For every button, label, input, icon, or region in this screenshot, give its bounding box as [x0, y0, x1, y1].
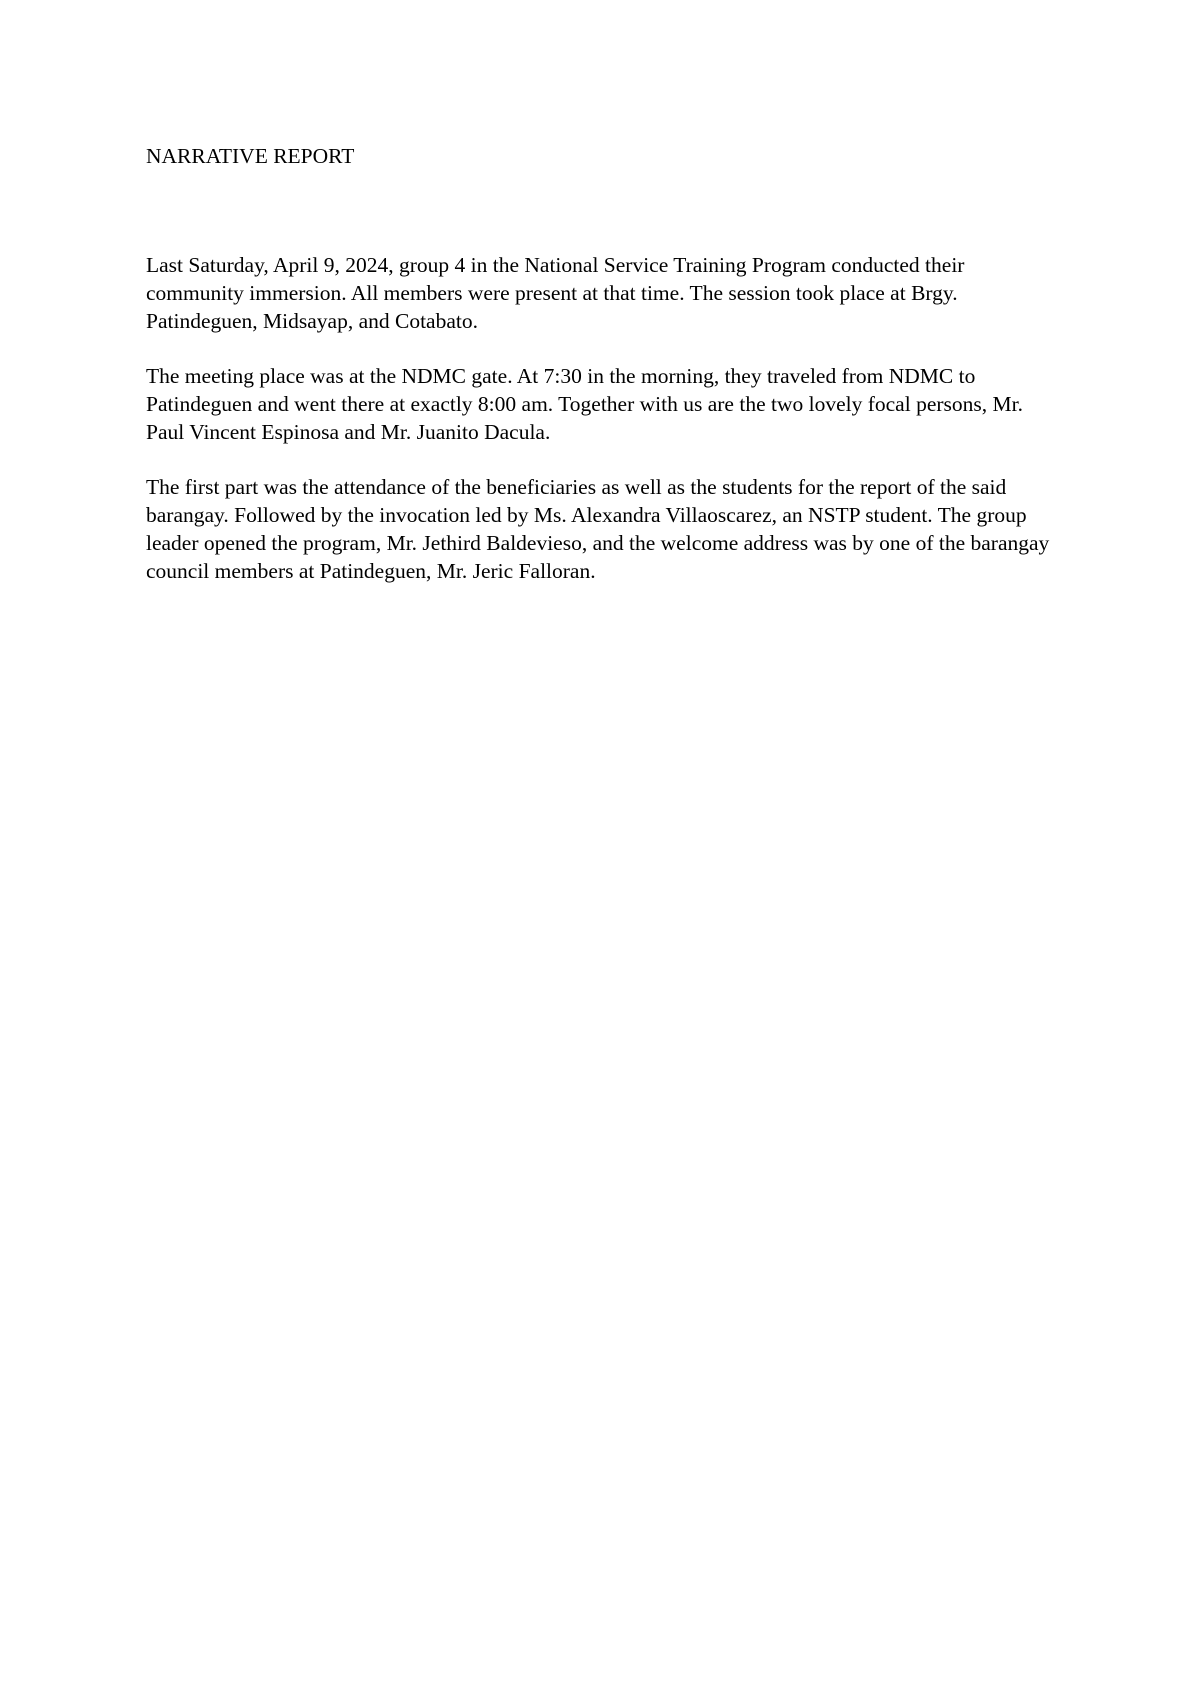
document-content [146, 142, 1066, 612]
paragraph-3: The first part was the attendance of the beneficiaries as well as the students for the report of the said barangay. Followed by the invocation led by Ms. Alexandra Villaoscarez, an NSTP student. The group leader opened the program, Mr. Jethird Baldevieso, and the welcome address was by one of the barangay council members at Patindeguen, Mr. Jeric Falloran. [146, 475, 1050, 583]
document-body [146, 251, 1066, 585]
paragraph-1: Last Saturday, April 9, 2024, group 4 in the National Service Training Program conducted their community immersion. All members were present at that time. The session took place at Brgy. Patindeguen, Midsayap, and Cotabato. [146, 253, 965, 333]
document-title: NARRATIVE REPORT [146, 144, 355, 168]
paragraph-2: The meeting place was at the NDMC gate. At 7:30 in the morning, they traveled from NDMC to Patindeguen and went there at exactly 8:00 am. Together with us are the two lovely focal persons, Mr. Paul Vincent Espinosa and Mr. Juanito Dacula. [146, 364, 1023, 444]
